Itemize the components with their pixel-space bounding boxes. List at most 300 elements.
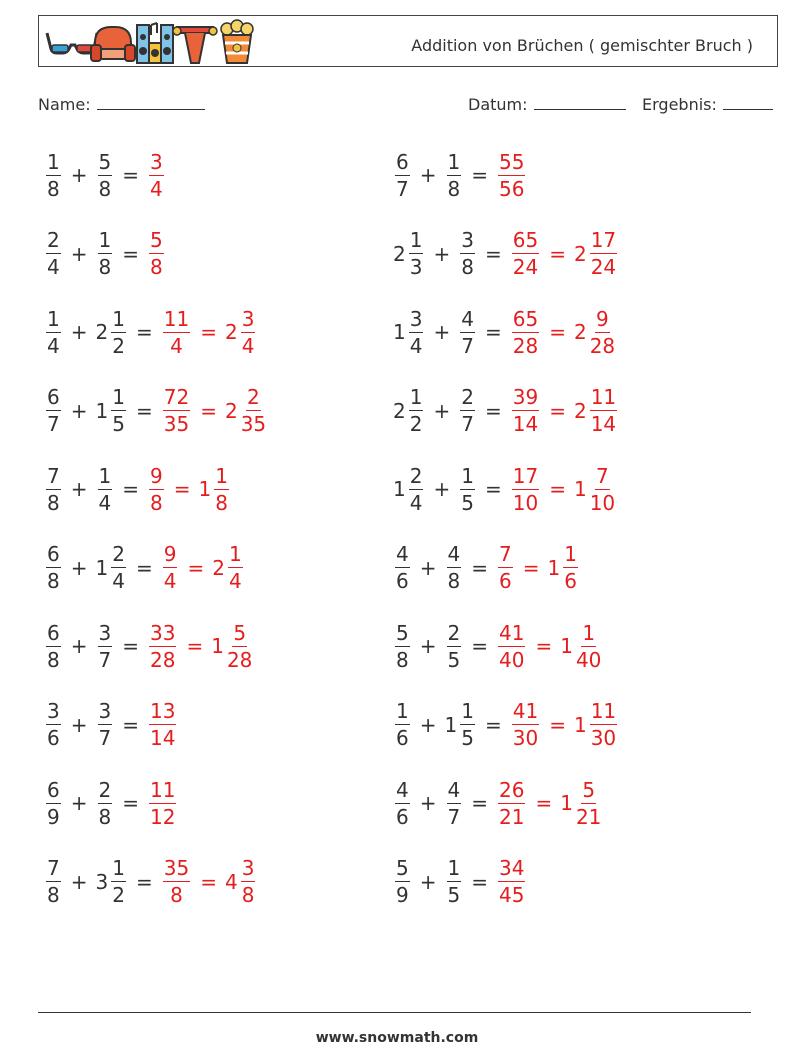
addend-2 [445,777,464,829]
answer-fraction [496,858,527,905]
denominator: 7 [461,333,474,358]
denominator: 5 [447,883,461,907]
addend-2 [445,149,464,201]
plus-sign: + [70,555,88,580]
numerator: 11 [590,385,617,409]
plus-sign: + [419,163,437,187]
numerator: 1 [582,620,596,645]
denominator: 10 [512,490,539,515]
name-line[interactable] [97,95,205,110]
answer [147,149,166,201]
equals-sign: = [122,163,139,187]
equals-sign: = [549,398,566,423]
whole-number: 2 [393,398,406,423]
denominator: 4 [150,176,163,201]
addend-1 [44,701,63,748]
numerator: 1 [112,385,125,409]
numerator: 55 [499,149,525,174]
fraction [575,777,602,829]
denominator: 7 [461,412,474,436]
equals-sign: = [135,320,153,344]
fraction [98,620,113,672]
addend-2 [96,544,128,591]
answer [161,544,245,591]
numerator: 3 [241,306,255,331]
addend-1 [393,149,412,201]
fraction [395,544,410,591]
denominator: 10 [589,490,616,515]
denominator: 5 [112,412,125,436]
answer-fraction [510,387,541,434]
plus-sign: + [433,398,451,423]
date-field[interactable] [468,95,626,114]
answer [510,306,617,358]
addend-2 [96,620,115,672]
fraction [98,777,113,829]
equals-sign: = [484,398,502,423]
numerator: 1 [47,149,60,174]
3d-glasses-icon [47,33,97,53]
addend-2 [96,149,115,201]
whole-number: 1 [444,712,458,737]
equals-sign: = [484,320,502,344]
answer [510,230,619,277]
denominator: 8 [47,647,60,672]
equals-sign: = [122,791,139,815]
numerator: 2 [409,463,423,488]
equals-sign: = [535,791,553,815]
equals-sign: = [135,869,153,894]
denominator: 4 [409,333,423,358]
result-label: Ergebnis: [642,95,717,114]
denominator: 9 [396,883,409,907]
denominator: 35 [163,412,190,436]
denominator: 8 [98,176,112,201]
numerator: 3 [150,149,163,174]
denominator: 4 [409,490,423,515]
equals-sign: = [484,241,502,266]
answer-fraction [147,149,166,201]
numerator: 17 [590,228,617,252]
fraction [409,230,424,277]
answer-mixed-number [560,620,603,672]
numerator: 2 [461,385,474,409]
answer-mixed-number [225,387,268,434]
numerator: 7 [47,463,60,488]
worksheet-title: Addition von Brüchen ( gemischter Bruch ) [411,36,753,55]
fraction [98,230,113,277]
denominator: 35 [240,412,267,436]
plus-sign: + [419,791,437,815]
denominator: 21 [575,804,602,829]
addend-1 [393,620,412,672]
problem-row [393,773,603,833]
numerator: 6 [396,149,409,174]
fraction [98,701,113,748]
fraction [395,701,410,748]
problem-row [44,852,257,912]
addend-1 [44,463,63,515]
denominator: 14 [590,412,617,436]
fraction [395,858,410,905]
answer-fraction [510,230,541,277]
equals-sign: = [535,634,553,658]
fraction [149,701,176,748]
addend-2 [458,463,477,515]
numerator: 11 [163,306,190,331]
equals-sign: = [135,398,153,423]
answer-fraction [496,544,515,591]
denominator: 6 [47,726,60,750]
numerator: 35 [163,856,190,880]
denominator: 30 [590,726,617,750]
result-line[interactable] [723,95,773,110]
problem-row [393,616,603,676]
numerator: 7 [499,542,512,566]
fraction [226,620,253,672]
numerator: 3 [461,228,474,252]
denominator: 12 [150,804,176,829]
fraction [98,463,113,515]
fraction [149,230,164,277]
problem-row [393,852,527,912]
denominator: 40 [575,647,602,672]
denominator: 8 [98,255,112,279]
answer-mixed-number [224,306,257,358]
addend-2 [445,858,464,905]
problem-row [44,302,257,362]
addend-2 [96,858,128,905]
fraction [111,858,126,905]
addend-1 [44,620,63,672]
result-field[interactable] [642,95,773,114]
answer [147,777,178,829]
answer-fraction [496,620,527,672]
addend-1 [393,387,425,434]
addend-2 [96,701,115,748]
denominator: 4 [112,569,125,593]
addend-1 [44,230,63,277]
fraction [241,306,256,358]
whole-number: 2 [573,320,587,344]
answer [496,149,527,201]
addend-2 [96,230,115,277]
whole-number: 2 [212,555,225,580]
numerator: 65 [512,306,539,331]
denominator: 24 [590,255,617,279]
problem-row [44,145,166,205]
numerator: 1 [564,542,577,566]
whole-number: 1 [573,712,587,737]
fraction [241,858,256,905]
numerator: 5 [98,149,112,174]
answer [496,777,603,829]
denominator: 7 [447,804,461,829]
denominator: 8 [447,176,461,201]
denominator: 5 [461,726,474,750]
numerator: 1 [215,463,228,488]
numerator: 1 [396,699,409,723]
plus-sign: + [419,712,437,737]
fraction [575,620,602,672]
denominator: 9 [47,804,60,829]
denominator: 28 [512,333,539,358]
addend-1 [393,463,425,515]
numerator: 5 [396,856,409,880]
addend-1 [44,149,63,201]
numerator: 6 [47,777,60,802]
addend-1 [44,387,63,434]
answer-fraction [161,858,192,905]
answer-fraction [496,149,527,201]
fraction [498,149,525,201]
numerator: 4 [396,777,409,802]
fraction [512,463,539,515]
numerator: 41 [499,620,525,645]
equals-sign: = [135,555,153,580]
footer-url[interactable]: www.snowmath.com [315,1030,479,1046]
numerator: 11 [590,699,617,723]
denominator: 7 [396,176,409,201]
fraction [214,463,229,515]
fraction [46,858,61,905]
numerator: 1 [409,228,423,252]
numerator: 9 [150,463,163,488]
denominator: 8 [47,176,60,201]
problem-row [44,459,231,519]
numerator: 7 [596,463,609,488]
numerator: 3 [47,699,60,723]
plus-sign: + [70,477,88,501]
answer-fraction [147,463,166,515]
fraction [498,777,525,829]
plus-sign: + [70,398,88,423]
equals-sign: = [484,712,502,737]
denominator: 6 [499,569,512,593]
whole-number: 1 [393,320,406,344]
fraction [46,544,61,591]
answer-fraction [496,777,527,829]
numerator: 1 [461,699,474,723]
fraction [512,701,539,748]
denominator: 40 [499,647,525,672]
denominator: 21 [499,804,525,829]
addend-2 [96,387,128,434]
fraction [163,544,178,591]
fraction [512,387,539,434]
denominator: 6 [396,569,409,593]
fraction [447,858,462,905]
numerator: 4 [396,542,409,566]
fraction [149,463,164,515]
numerator: 2 [247,385,260,409]
numerator: 1 [447,149,461,174]
denominator: 8 [47,490,60,515]
plus-sign: + [433,241,451,266]
answer-mixed-number [574,230,619,277]
whole-number: 2 [224,320,238,344]
numerator: 4 [461,306,474,331]
equals-sign: = [122,712,139,737]
denominator: 8 [150,490,163,515]
answer [161,306,258,358]
fraction [46,701,61,748]
answer-fraction [161,544,180,591]
denominator: 2 [112,883,125,907]
numerator: 39 [512,385,539,409]
fraction [460,701,475,748]
denominator: 14 [512,412,539,436]
fraction [46,149,61,201]
name-field[interactable] [38,95,205,114]
date-line[interactable] [534,95,626,110]
numerator: 1 [112,306,125,331]
plus-sign: + [70,163,88,187]
addend-2 [95,306,128,358]
numerator: 4 [447,542,461,566]
whole-number: 1 [95,555,109,580]
plus-sign: + [419,869,437,894]
addend-1 [393,230,425,277]
equals-sign: = [549,477,566,501]
equals-sign: = [122,241,139,266]
addend-2 [96,463,115,515]
problem-row [44,538,245,598]
answer [147,701,178,748]
addend-1 [44,777,63,829]
equals-sign: = [200,869,217,894]
fraction [228,544,243,591]
answer-mixed-number [225,858,257,905]
numerator: 1 [112,856,125,880]
numerator: 1 [228,542,242,566]
plus-sign: + [419,634,437,658]
equals-sign: = [471,869,488,894]
addend-1 [393,544,412,591]
numerator: 65 [512,228,539,252]
numerator: 1 [47,306,60,331]
problem-row [44,616,254,676]
fraction [98,149,113,201]
answer [496,858,527,905]
date-label: Datum: [468,95,528,114]
numerator: 34 [499,856,525,880]
problem-row [44,695,178,755]
numerator: 2 [112,542,125,566]
denominator: 7 [98,726,112,750]
fraction [409,463,424,515]
numerator: 26 [499,777,525,802]
numerator: 4 [447,777,461,802]
answer [510,387,619,434]
name-label: Name: [38,95,91,114]
plus-sign: + [70,241,88,266]
denominator: 4 [47,333,60,358]
whole-number: 1 [560,791,573,815]
addend-2 [458,230,477,277]
numerator: 1 [409,385,423,409]
problem-row [393,381,619,441]
denominator: 28 [226,647,253,672]
numerator: 1 [98,463,112,488]
fraction [46,230,61,277]
addend-1 [393,858,412,905]
fraction [498,858,525,905]
numerator: 13 [150,699,176,723]
fraction [163,387,190,434]
numerator: 5 [150,228,163,252]
fraction [589,306,616,358]
plus-sign: + [70,869,88,894]
stage-icon [173,27,217,63]
equals-sign: = [471,555,488,580]
numerator: 33 [150,620,176,645]
addend-2 [458,306,477,358]
denominator: 8 [215,490,228,515]
problem-row [44,381,268,441]
denominator: 4 [98,490,112,515]
fraction [163,858,190,905]
answer [147,463,231,515]
fraction [409,387,424,434]
denominator: 28 [589,333,616,358]
numerator: 72 [163,385,190,409]
answer-mixed-number [212,544,244,591]
fraction [46,387,61,434]
fraction [447,149,462,201]
answer-mixed-number [198,463,231,515]
fraction [46,463,61,515]
equals-sign: = [484,477,502,501]
fraction [460,463,475,515]
answer-mixed-number [574,701,619,748]
addend-2 [96,777,115,829]
numerator: 6 [47,620,60,645]
denominator: 7 [47,412,60,436]
fraction [498,620,525,672]
equals-sign: = [522,555,540,580]
fraction [409,306,424,358]
denominator: 8 [396,647,409,672]
speakers-icon [137,23,173,63]
denominator: 3 [409,255,423,279]
fraction [447,620,462,672]
addend-1 [44,306,63,358]
numerator: 9 [596,306,609,331]
addend-2 [458,387,477,434]
fraction [111,544,126,591]
equals-sign: = [549,712,566,737]
fraction [447,544,462,591]
whole-number: 1 [198,477,212,501]
denominator: 56 [499,176,525,201]
addend-1 [393,777,412,829]
whole-number: 1 [573,477,587,501]
fraction [590,387,617,434]
denominator: 4 [170,333,183,358]
denominator: 4 [163,569,177,593]
answer-fraction [510,463,541,515]
fraction [460,230,475,277]
answer-mixed-number [548,544,580,591]
whole-number: 2 [393,241,406,266]
answer-fraction [161,306,192,358]
whole-number: 1 [211,634,224,658]
answer-mixed-number [573,306,617,358]
denominator: 4 [228,569,242,593]
answer-mixed-number [574,387,619,434]
answer-mixed-number [211,620,254,672]
